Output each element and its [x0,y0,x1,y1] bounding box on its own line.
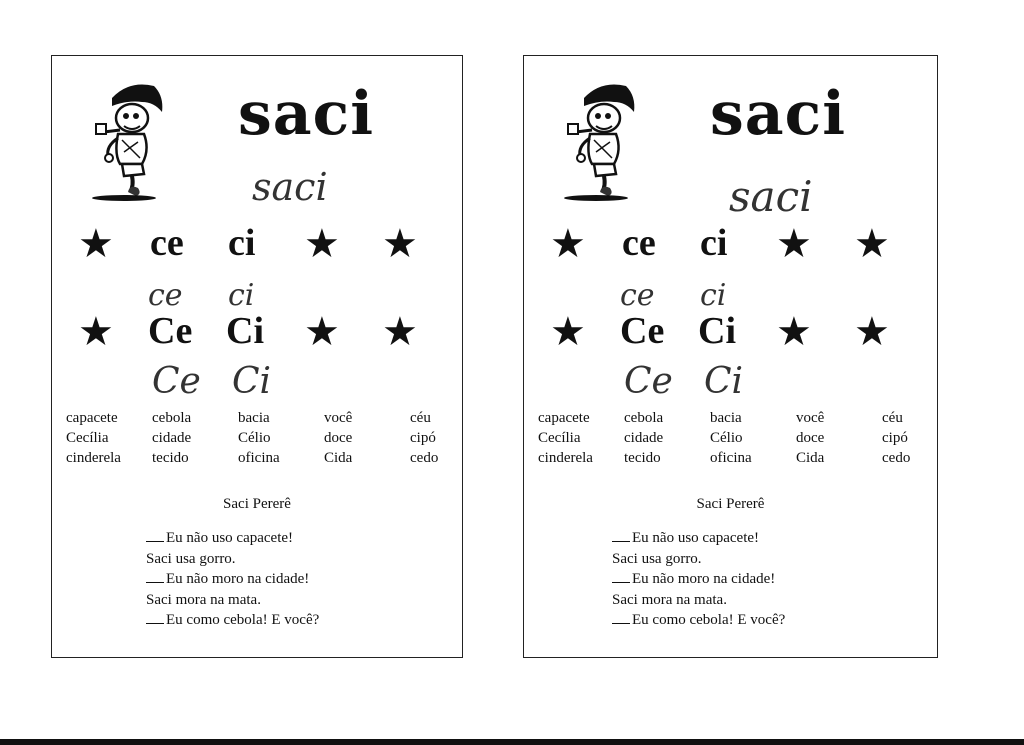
star-icon: ★ [776,309,812,355]
syllable-Ci: Ci [226,310,264,352]
cursive-ce: ce [148,278,183,313]
syllable-ce: ce [622,222,656,264]
cursive-ci: ci [228,278,255,313]
cursive-Ce: Ce [152,361,201,402]
word: Cecília [66,430,109,446]
poem-line [146,590,319,611]
cursive-row-upper [524,362,937,402]
word: céu [882,410,903,426]
poem-line-text: Saci usa gorro. [612,550,702,567]
word: oficina [710,450,752,466]
word-list [538,408,927,472]
syllable-row-upper [524,306,937,356]
word-column [410,408,438,468]
word: cedo [410,450,439,466]
word: tecido [152,450,189,466]
poem-line [612,549,785,570]
title-cursive: saci [252,165,328,209]
syllable-Ce: Ce [148,310,193,352]
word: Célio [710,430,743,446]
cursive-Ci: Ci [704,361,744,402]
word: cinderela [538,450,593,466]
poem-line-text: Saci usa gorro. [146,550,236,567]
poem-line-text: Eu não uso capacete! [632,530,760,546]
word-column [882,408,910,468]
word: Cida [324,450,353,466]
poem-line-text: Eu como cebola! E você? [166,612,320,628]
word-column [538,408,593,468]
star-icon: ★ [78,309,114,355]
poem-line [612,528,785,549]
poem-line [146,569,319,590]
syllable-row-upper [52,306,462,356]
poem-line [612,569,785,590]
title-print: saci [710,79,846,149]
saci-mascot-icon [84,78,176,204]
star-icon: ★ [550,309,586,355]
star-icon: ★ [854,221,890,267]
word-column [238,408,280,468]
star-icon: ★ [854,309,890,355]
word: cinderela [66,450,121,466]
poem-line-text: Eu não moro na cidade! [166,571,310,587]
title-print: saci [238,79,374,149]
syllable-ce: ce [150,222,184,264]
star-icon: ★ [382,221,418,267]
poem-line [146,610,319,631]
syllable-Ce: Ce [620,310,665,352]
cursive-ce: ce [620,278,655,313]
syllable-row-lower [524,218,937,268]
poem [146,528,319,631]
word-column [796,408,824,468]
word: doce [324,430,353,446]
word: céu [410,410,431,426]
word: bacia [710,410,742,426]
star-icon: ★ [304,221,340,267]
worksheet-card-right [523,55,938,658]
cursive-Ci: Ci [232,361,272,402]
star-icon: ★ [78,221,114,267]
word: tecido [624,450,661,466]
word: oficina [238,450,280,466]
word: cidade [624,430,664,446]
poem-line-text: Eu não uso capacete! [166,530,294,546]
word: Cecília [538,430,581,446]
word: bacia [238,410,270,426]
poem [612,528,785,631]
poem-line [146,549,319,570]
star-icon: ★ [776,221,812,267]
word: Cida [796,450,825,466]
poem-line [612,610,785,631]
saci-mascot-icon [556,78,648,204]
syllable-ci: ci [228,222,256,264]
cursive-row-upper [52,362,462,402]
word-list [66,408,452,472]
poem-line [146,528,319,549]
word: capacete [66,410,118,426]
blank-dash [612,529,630,542]
poem-line-text: Saci mora na mata. [146,591,261,608]
word-column [710,408,752,468]
blank-dash [146,611,164,624]
word-column [152,408,191,468]
word: cidade [152,430,192,446]
word: cedo [882,450,911,466]
word-column [324,408,352,468]
poem-title: Saci Pererê [696,496,765,512]
word: doce [796,430,825,446]
syllable-Ci: Ci [698,310,736,352]
word: cipó [882,430,908,446]
blank-dash [146,529,164,542]
poem-line-text: Eu não moro na cidade! [632,571,776,587]
poem-line-text: Saci mora na mata. [612,591,727,608]
word: Célio [238,430,271,446]
worksheet-card-left [51,55,463,658]
word: cipó [410,430,436,446]
cursive-Ce: Ce [624,361,673,402]
star-icon: ★ [304,309,340,355]
word-column [624,408,663,468]
cursive-ci: ci [700,278,727,313]
syllable-ci: ci [700,222,728,264]
word: capacete [538,410,590,426]
word: cebola [152,410,192,426]
poem-line [612,590,785,611]
poem-title: Saci Pererê [223,496,291,512]
word: cebola [624,410,664,426]
blank-dash [146,570,164,583]
page-bottom-edge [0,739,1024,745]
blank-dash [612,611,630,624]
word: você [796,410,825,426]
star-icon: ★ [382,309,418,355]
title-cursive: saci [729,172,813,221]
syllable-row-lower [52,218,462,268]
star-icon: ★ [550,221,586,267]
poem-line-text: Eu como cebola! E você? [632,612,786,628]
word-column [66,408,121,468]
word: você [324,410,353,426]
blank-dash [612,570,630,583]
